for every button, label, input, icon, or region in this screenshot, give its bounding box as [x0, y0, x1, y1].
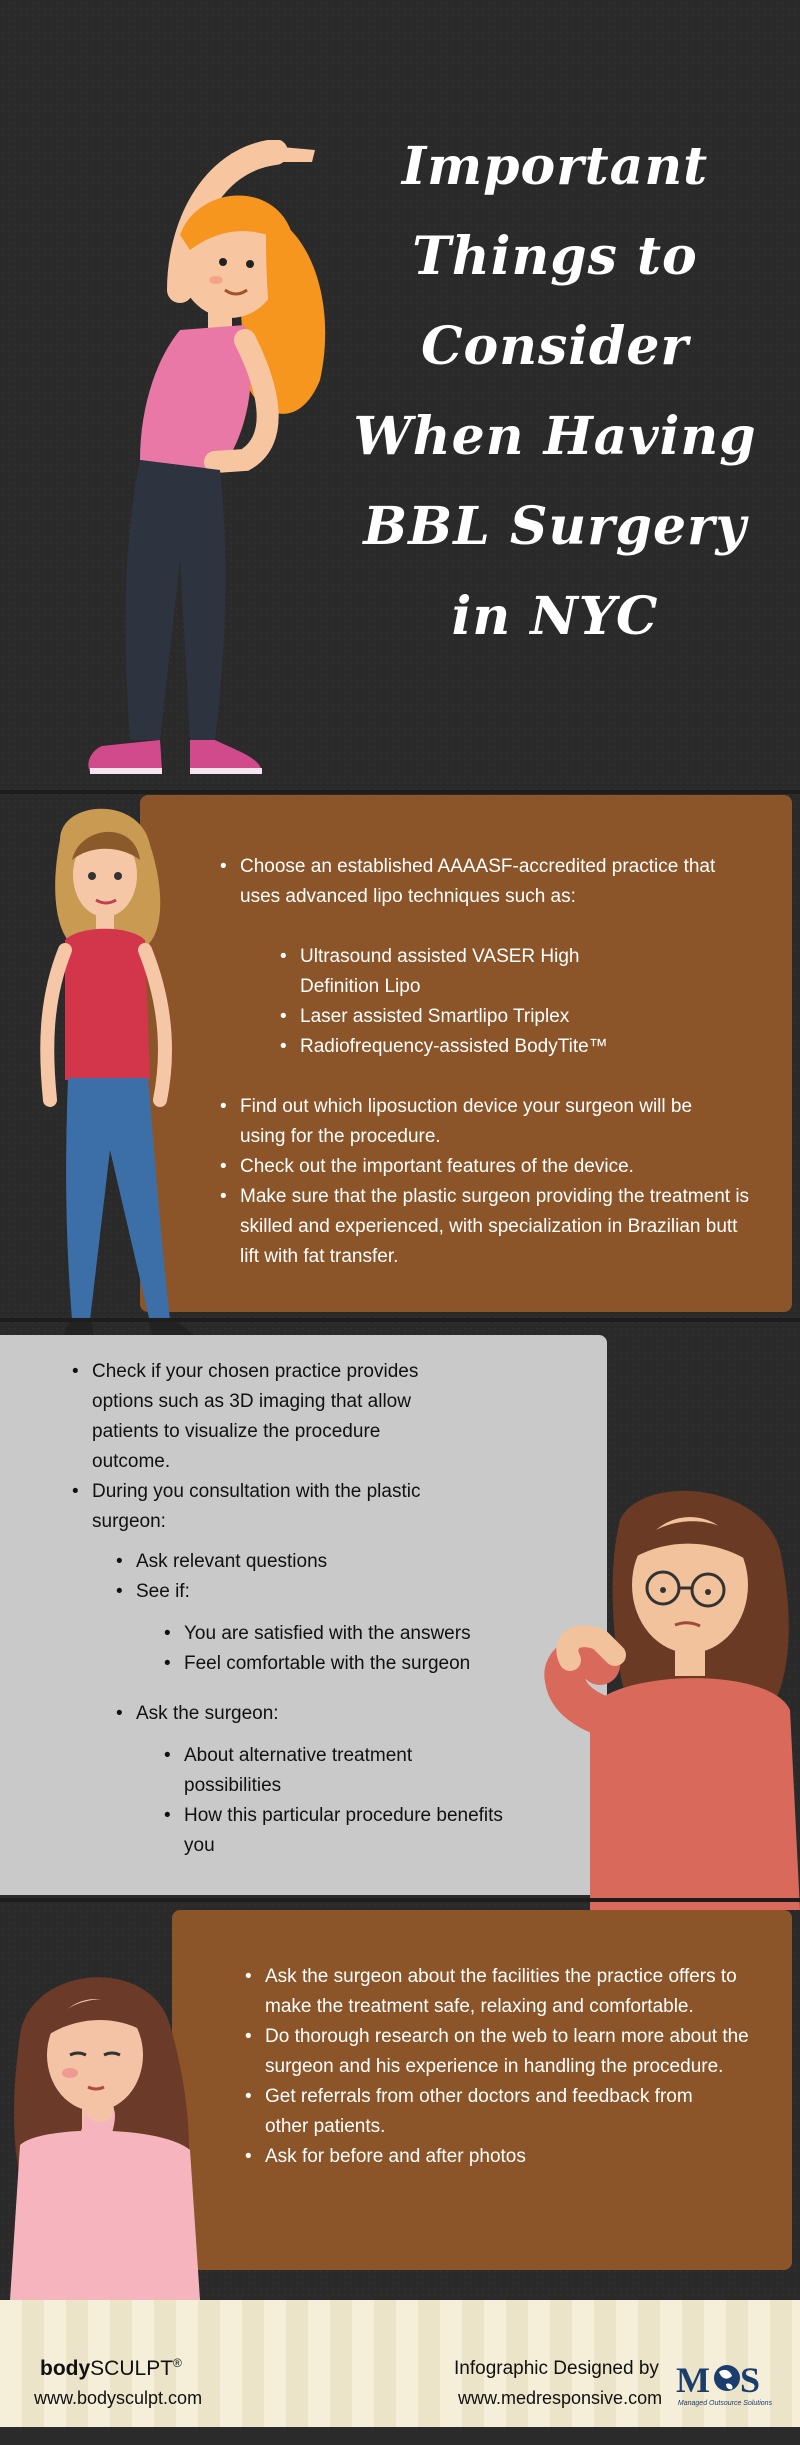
section1-list-2	[220, 1092, 760, 1272]
list-item: • Ask relevant questions	[116, 1547, 542, 1577]
list-item: • Check out the important features of the device.	[220, 1152, 760, 1182]
list-item: • Check if your chosen practice provides options such as 3D imaging that allow patients to visualize the procedure outcome.	[72, 1357, 452, 1477]
stretching-woman-illustration	[30, 140, 330, 800]
page-title	[345, 122, 765, 662]
title-line: When Having	[353, 406, 757, 467]
list-item: • Laser assisted Smartlipo Triplex	[280, 1002, 610, 1032]
list-item: • You are satisfied with the answers	[164, 1619, 542, 1649]
brand-reg: ®	[173, 2356, 182, 2370]
list-item: • Ask the surgeon about the facilities the practice offers to make the treatment safe, relaxing and comfortable.	[245, 1962, 755, 2022]
see-if-list	[164, 1619, 542, 1679]
credit-text: Infographic Designed by	[454, 2358, 659, 2379]
mos-logo-subtitle: Managed Outsource Solutions	[677, 2400, 773, 2407]
section-divider	[0, 1898, 800, 1902]
list-item: • See if:	[116, 1577, 542, 1607]
pensive-woman-illustration	[0, 1965, 210, 2300]
list-item: • Make sure that the plastic surgeon providing the treatment is skilled and experienced, with specialization in Brazilian butt lift with fat transfer.	[220, 1182, 760, 1272]
list-item: • Choose an established AAAASF-accredited practice that uses advanced lipo techniques such as:	[220, 852, 760, 912]
list-item: • Ask for before and after photos	[245, 2142, 755, 2172]
title-line: in NYC	[451, 586, 659, 647]
standing-woman-illustration	[20, 800, 220, 1355]
svg-text:M: M	[676, 2360, 710, 2400]
ask-header-list	[116, 1699, 542, 1729]
list-item: • During you consultation with the plastic surgeon:	[72, 1477, 452, 1537]
section2-panel	[0, 1335, 607, 1895]
credit-url-link[interactable]: www.medresponsive.com	[458, 2388, 663, 2408]
list-item: • Radiofrequency-assisted BodyTite™	[280, 1032, 610, 1062]
title-line: Things to	[412, 226, 698, 287]
title-line: BBL Surgery	[363, 496, 747, 557]
svg-text:S: S	[740, 2360, 761, 2400]
title-line: Important	[401, 136, 709, 197]
section1-list	[220, 852, 760, 912]
list-item: • Find out which liposuction device your surgeon will be using for the procedure.	[220, 1092, 700, 1152]
list-item: • Ask the surgeon:	[116, 1699, 542, 1729]
footer-bottom-bar	[0, 2427, 800, 2445]
list-item: • Do thorough research on the web to learn more about the surgeon and his experience in handling the procedure.	[245, 2022, 755, 2082]
title-line: Consider	[421, 316, 689, 377]
section3-panel	[172, 1910, 792, 2270]
list-item: • How this particular procedure benefits you	[164, 1801, 524, 1861]
brand-light: SCULPT	[90, 2357, 174, 2380]
section1-panel	[140, 795, 792, 1312]
section2-list	[72, 1357, 542, 1537]
consultation-list	[116, 1547, 542, 1607]
bodysculpt-logo[interactable]	[40, 2356, 182, 2381]
brand-bold: body	[40, 2357, 91, 2380]
section3-list	[245, 1962, 755, 2172]
section-divider	[0, 1318, 800, 1322]
techniques-list	[280, 942, 610, 1062]
list-item: • About alternative treatment possibilities	[164, 1741, 444, 1801]
ask-list	[164, 1741, 524, 1861]
list-item: • Feel comfortable with the surgeon	[164, 1649, 542, 1679]
thinking-woman-illustration	[530, 1480, 800, 1910]
brand-url-link[interactable]: www.bodysculpt.com	[34, 2388, 203, 2408]
section-divider	[0, 790, 800, 794]
list-item: • Ultrasound assisted VASER High Definition Lipo	[280, 942, 610, 1002]
list-item: • Get referrals from other doctors and feedback from other patients.	[245, 2082, 725, 2142]
